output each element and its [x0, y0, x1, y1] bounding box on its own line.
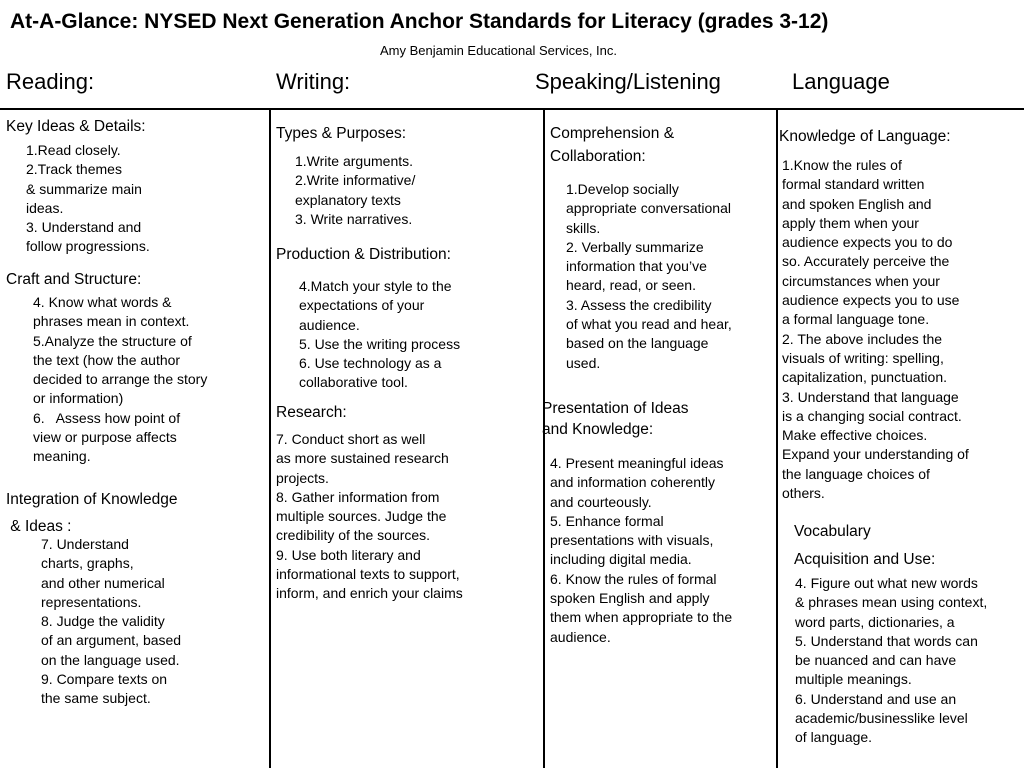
list-line: 1.Write arguments. — [295, 153, 414, 169]
list-line: as more sustained research — [276, 450, 449, 467]
list-line: skills. — [566, 219, 601, 236]
list-presentation — [550, 454, 732, 647]
list-line: used. — [566, 354, 601, 371]
list-line: 8. Judge the validity — [41, 613, 165, 630]
list-line: view or purpose affects — [33, 429, 177, 446]
list-line: 5. Understand that words can — [795, 632, 978, 649]
list-line: the text (how the author — [33, 351, 181, 368]
list-line: 4. Know what words & — [33, 294, 172, 310]
list-line: 7. Understand — [41, 536, 129, 552]
section-heading-comprehension: Comprehension & — [550, 125, 675, 142]
column-heading-speaking-listening: Speaking/Listening — [535, 69, 721, 94]
list-line: & phrases mean using context, — [795, 594, 988, 611]
list-vocabulary — [795, 574, 987, 748]
list-line: 4.Match your style to the — [299, 278, 452, 294]
list-line: 3. Write narratives. — [295, 210, 413, 227]
section-heading-production: Production & Distribution: — [276, 246, 451, 263]
list-line: 7. Conduct short as well — [276, 431, 426, 447]
list-line: formal standard written — [782, 176, 925, 193]
list-line: audience expects you to do — [782, 234, 953, 251]
list-line: presentations with visuals, — [550, 532, 714, 549]
list-line: including digital media. — [550, 551, 692, 568]
page-title: At-A-Glance: NYSED Next Generation Anchor Standards for Literacy (grades 3-12) — [10, 10, 829, 33]
list-line: of an argument, based — [41, 632, 182, 649]
list-line: 1.Develop socially — [566, 181, 679, 197]
list-line: credibility of the sources. — [276, 527, 431, 544]
list-line: expectations of your — [299, 297, 425, 314]
list-line: 2. Verbally summarize — [566, 238, 704, 255]
list-line: meaning. — [33, 448, 91, 465]
list-research — [276, 430, 463, 604]
list-line: 5. Use the writing process — [299, 335, 461, 352]
section-heading-knowledge-of-language: Knowledge of Language: — [779, 128, 951, 145]
section-heading-key-ideas: Key Ideas & Details: — [6, 118, 146, 135]
section-heading-integration-ideas: & Ideas : — [6, 518, 72, 535]
list-line: charts, graphs, — [41, 555, 134, 572]
section-heading-craft-structure: Craft and Structure: — [6, 271, 142, 288]
list-line: be nuanced and can have — [795, 652, 957, 669]
list-line: audience. — [550, 628, 611, 645]
list-types-purposes — [295, 152, 415, 229]
section-heading-presentation: Presentation of Ideas — [542, 400, 689, 417]
section-heading-vocabulary: Vocabulary — [794, 523, 871, 540]
list-line: 5. Enhance formal — [550, 512, 664, 529]
list-line: 3. Understand that language — [782, 388, 959, 405]
list-line: a formal language tone. — [782, 311, 930, 328]
list-line: projects. — [276, 469, 329, 486]
list-line: multiple meanings. — [795, 671, 912, 688]
list-production — [299, 277, 460, 393]
section-heading-research: Research: — [276, 404, 347, 421]
list-line: 4. Present meaningful ideas — [550, 455, 724, 471]
column-heading-reading: Reading: — [6, 69, 95, 94]
list-line: 3. Assess the credibility — [566, 296, 712, 313]
list-line: appropriate conversational — [566, 200, 731, 217]
list-line: is a changing social contract. — [782, 407, 962, 424]
list-line: 6. Understand and use an — [795, 690, 957, 707]
list-line: 8. Gather information from — [276, 488, 440, 505]
section-heading-types-purposes: Types & Purposes: — [276, 125, 407, 142]
list-knowledge-of-language — [782, 156, 969, 503]
list-line: word parts, dictionaries, a — [795, 613, 955, 630]
list-line: and information coherently — [550, 474, 715, 491]
section-heading-integration: Integration of Knowledge — [6, 491, 178, 508]
list-line: Expand your understanding of — [782, 446, 969, 463]
list-line: of language. — [795, 729, 873, 746]
list-line: 9. Use both literary and — [276, 546, 421, 563]
list-line: Make effective choices. — [782, 427, 928, 444]
list-line: 2.Write informative/ — [295, 172, 416, 189]
list-line: 6. Assess how point of — [33, 409, 181, 426]
list-line: 6. Use technology as a — [299, 355, 442, 372]
list-line: 1.Read closely. — [26, 142, 121, 158]
list-line: collaborative tool. — [299, 374, 408, 391]
section-heading-presentation-knowledge: and Knowledge: — [542, 421, 654, 438]
column-divider-3 — [776, 110, 778, 768]
column-heading-language: Language — [792, 69, 890, 94]
list-line: spoken English and apply — [550, 590, 710, 607]
list-line: of what you read and hear, — [566, 316, 732, 333]
list-craft-structure — [33, 293, 207, 467]
section-heading-acquisition: Acquisition and Use: — [794, 551, 936, 568]
list-line: and courteously. — [550, 493, 652, 510]
list-line: heard, read, or seen. — [566, 277, 696, 294]
list-integration — [41, 535, 181, 709]
list-line: visuals of writing: spelling, — [782, 349, 944, 366]
list-line: circumstances when your — [782, 272, 940, 289]
column-heading-writing: Writing: — [276, 69, 351, 94]
list-line: them when appropriate to the — [550, 609, 733, 626]
list-line: so. Accurately perceive the — [782, 253, 950, 270]
list-line: and spoken English and — [782, 195, 932, 212]
list-line: 1.Know the rules of — [782, 157, 902, 173]
list-line: information that you’ve — [566, 258, 707, 275]
list-line: capitalization, punctuation. — [782, 369, 947, 386]
list-line: inform, and enrich your claims — [276, 585, 463, 602]
list-line: decided to arrange the story — [33, 371, 208, 388]
list-line: apply them when your — [782, 214, 919, 231]
list-line: the language choices of — [782, 465, 930, 482]
list-line: academic/businesslike level — [795, 710, 968, 727]
header-divider — [0, 108, 1024, 110]
list-line: or information) — [33, 390, 124, 407]
list-line: 3. Understand and — [26, 219, 142, 236]
list-line: audience expects you to use — [782, 292, 960, 309]
list-line: & summarize main — [26, 180, 142, 197]
column-divider-2 — [543, 110, 545, 768]
list-line: representations. — [41, 593, 142, 610]
list-line: phrases mean in context. — [33, 313, 190, 330]
list-line: 2.Track themes — [26, 161, 122, 178]
list-line: on the language used. — [41, 651, 180, 668]
list-line: multiple sources. Judge the — [276, 508, 447, 525]
list-line: follow progressions. — [26, 238, 150, 255]
list-line: 4. Figure out what new words — [795, 575, 978, 591]
list-line: 5.Analyze the structure of — [33, 332, 192, 349]
section-heading-collaboration: Collaboration: — [550, 148, 646, 165]
list-line: ideas. — [26, 199, 64, 216]
list-line: 9. Compare texts on — [41, 671, 168, 688]
list-line: based on the language — [566, 335, 709, 352]
column-divider-1 — [269, 110, 271, 768]
list-line: the same subject. — [41, 690, 151, 707]
list-line: audience. — [299, 316, 360, 333]
list-line: explanatory texts — [295, 191, 401, 208]
list-line: 6. Know the rules of formal — [550, 570, 717, 587]
list-line: and other numerical — [41, 574, 165, 591]
list-line: 2. The above includes the — [782, 330, 943, 347]
page-subtitle: Amy Benjamin Educational Services, Inc. — [380, 43, 617, 58]
list-line: others. — [782, 485, 825, 502]
list-key-ideas — [26, 141, 150, 257]
list-comprehension — [566, 180, 732, 373]
list-line: informational texts to support, — [276, 566, 460, 583]
